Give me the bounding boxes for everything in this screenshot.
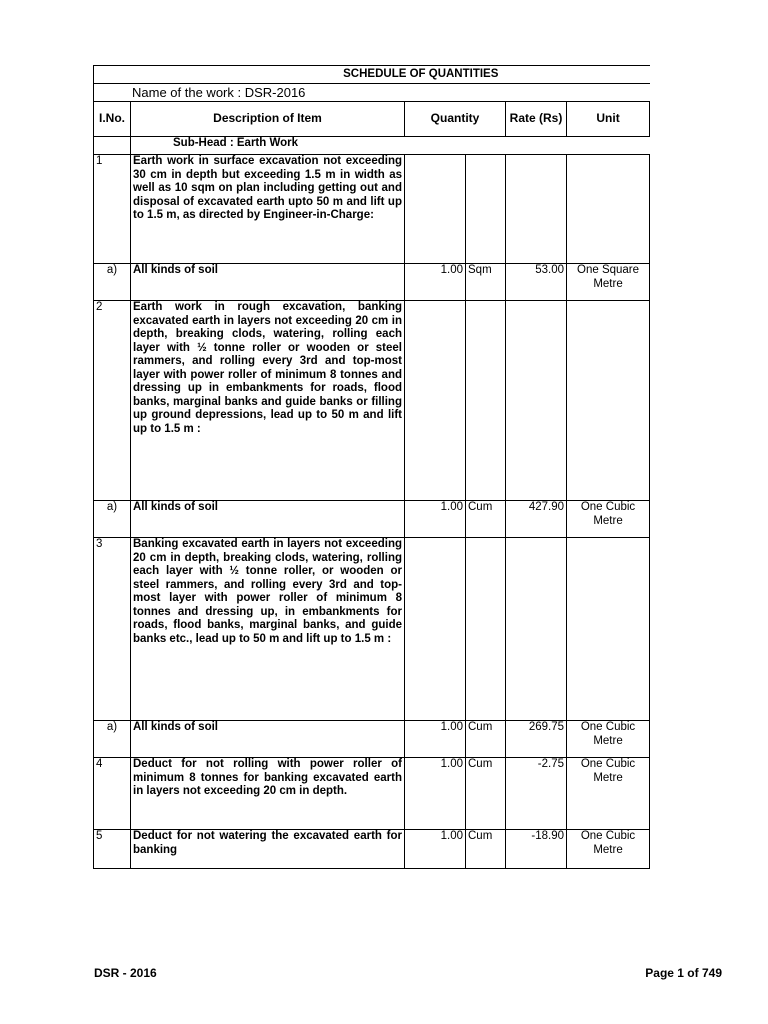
- item-unit: One Cubic Metre: [567, 501, 650, 538]
- item-rate: 427.90: [506, 501, 567, 538]
- item-unit: [567, 155, 650, 264]
- item-number: 1: [94, 155, 131, 264]
- table-row: [94, 830, 650, 869]
- table-row: [94, 155, 650, 264]
- table-row: [94, 721, 650, 758]
- item-number: 4: [94, 758, 131, 830]
- item-quantity: [405, 538, 466, 721]
- schedule-title: SCHEDULE OF QUANTITIES: [94, 66, 650, 84]
- subhead-label: Sub-Head : Earth Work: [131, 137, 650, 155]
- item-unit: One Cubic Metre: [567, 721, 650, 758]
- item-description: Banking excavated earth in layers not exceeding 20 cm in depth, breaking clods, watering, rolling each layer with ½ tonne roller, or wooden or steel rammers, and rolling every 3rd and top-most layer with power roller of minimum 8 tonnes and dressing up, in embankments for roads, flood banks, marginal banks, and guide banks etc., lead up to 50 m and lift up to 1.5 m :: [131, 538, 405, 721]
- item-unit: One Cubic Metre: [567, 758, 650, 830]
- header-unit: Unit: [567, 102, 650, 137]
- work-name-row: [94, 84, 650, 102]
- item-number: 3: [94, 538, 131, 721]
- item-rate: [506, 155, 567, 264]
- item-quantity: [405, 301, 466, 501]
- item-unit: [567, 301, 650, 501]
- item-qty-unit: Cum: [466, 758, 506, 830]
- item-number: 2: [94, 301, 131, 501]
- item-quantity: 1.00: [405, 501, 466, 538]
- schedule-sheet: [93, 65, 650, 869]
- footer-doc-label: DSR - 2016: [94, 966, 157, 980]
- item-unit: One Square Metre: [567, 264, 650, 301]
- item-description: All kinds of soil: [131, 721, 405, 758]
- item-qty-unit: Cum: [466, 830, 506, 869]
- table-row: [94, 264, 650, 301]
- table-row: [94, 538, 650, 721]
- item-description: Earth work in rough excavation, banking excavated earth in layers not exceeding 20 cm in depth, breaking clods, watering, rolling each layer with ½ tonne roller or wooden or steel rammers, and rolling every 3rd and top-most layer with power roller of minimum 8 tonnes and dressing up in embankments for roads, flood banks, marginal banks and guide banks or filling up ground depressions, lead up to 50 m and lift up to 1.5 m :: [131, 301, 405, 501]
- work-name: Name of the work : DSR-2016: [94, 84, 650, 102]
- subhead-ino-cell: [94, 137, 131, 155]
- item-description: Deduct for not watering the excavated earth for banking: [131, 830, 405, 869]
- header-ino: I.No.: [94, 102, 131, 137]
- item-rate: [506, 301, 567, 501]
- item-quantity: 1.00: [405, 264, 466, 301]
- header-row: [94, 102, 650, 137]
- table-row: [94, 758, 650, 830]
- item-number: a): [94, 501, 131, 538]
- item-description: Deduct for not rolling with power roller of minimum 8 tonnes for banking excavated earth in layers not exceeding 20 cm in depth.: [131, 758, 405, 830]
- item-description: All kinds of soil: [131, 501, 405, 538]
- item-number: a): [94, 264, 131, 301]
- item-qty-unit: [466, 538, 506, 721]
- item-qty-unit: Sqm: [466, 264, 506, 301]
- item-quantity: 1.00: [405, 758, 466, 830]
- schedule-table: [93, 65, 650, 869]
- item-qty-unit: [466, 301, 506, 501]
- item-rate: 53.00: [506, 264, 567, 301]
- item-rate: [506, 538, 567, 721]
- item-rate: -2.75: [506, 758, 567, 830]
- item-qty-unit: Cum: [466, 501, 506, 538]
- header-rate: Rate (Rs): [506, 102, 567, 137]
- item-description: All kinds of soil: [131, 264, 405, 301]
- footer-page-number: Page 1 of 749: [645, 966, 722, 980]
- item-number: 5: [94, 830, 131, 869]
- item-description: Earth work in surface excavation not exceeding 30 cm in depth but exceeding 1.5 m in width as well as 10 sqm on plan including getting out and disposal of excavated earth upto 50 m and lift up to 1.5 m, as directed by Engineer-in-Charge:: [131, 155, 405, 264]
- item-rate: -18.90: [506, 830, 567, 869]
- header-description: Description of Item: [131, 102, 405, 137]
- item-unit: One Cubic Metre: [567, 830, 650, 869]
- item-quantity: [405, 155, 466, 264]
- subhead-row: [94, 137, 650, 155]
- item-unit: [567, 538, 650, 721]
- header-quantity: Quantity: [405, 102, 506, 137]
- item-qty-unit: [466, 155, 506, 264]
- table-row: [94, 301, 650, 501]
- item-number: a): [94, 721, 131, 758]
- title-row: [94, 66, 650, 84]
- item-rate: 269.75: [506, 721, 567, 758]
- item-quantity: 1.00: [405, 721, 466, 758]
- item-qty-unit: Cum: [466, 721, 506, 758]
- item-quantity: 1.00: [405, 830, 466, 869]
- table-row: [94, 501, 650, 538]
